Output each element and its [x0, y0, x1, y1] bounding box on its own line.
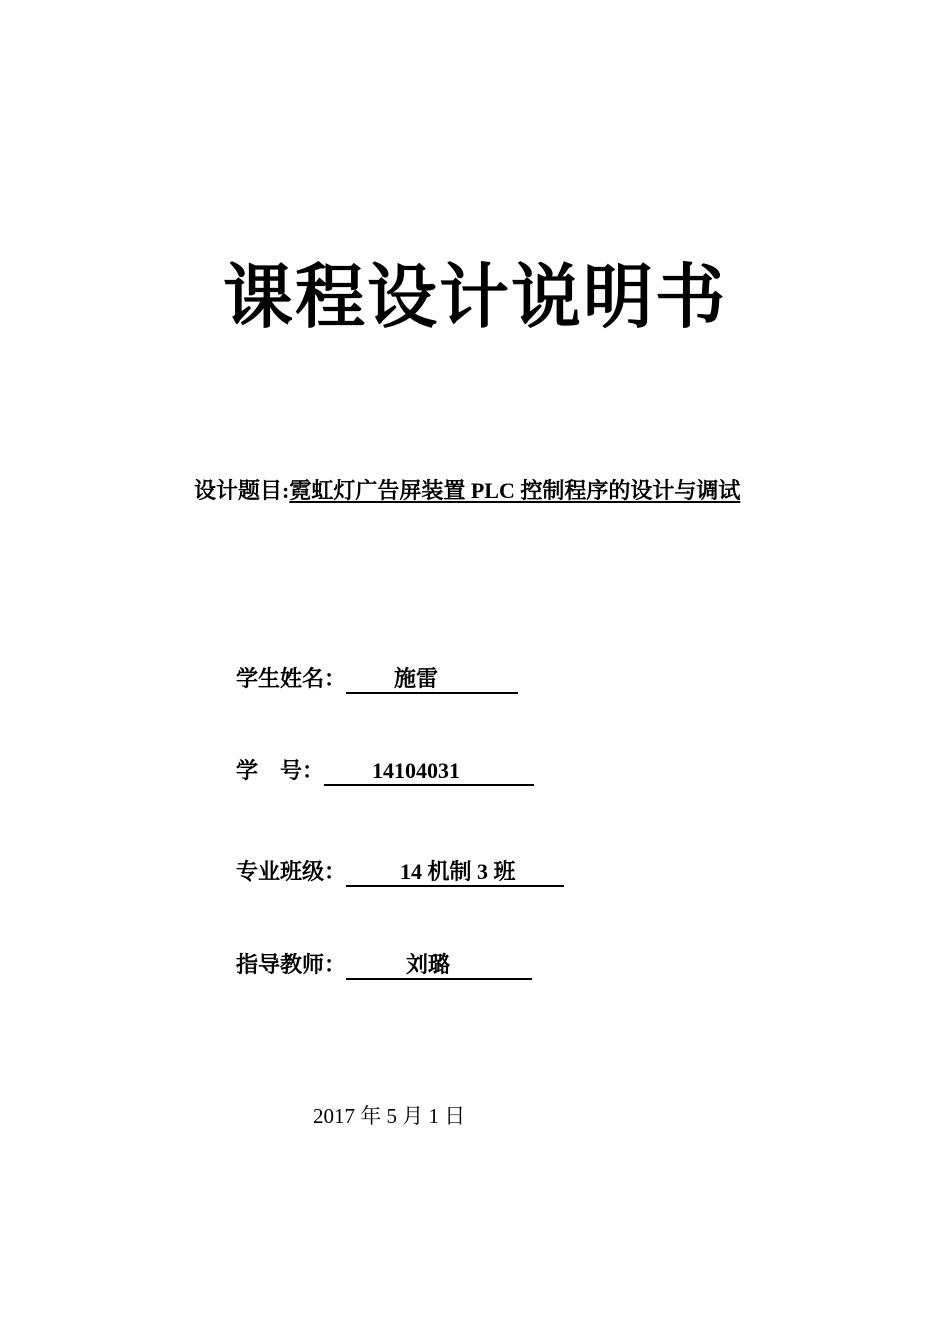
student-id-value: 14104031 [324, 758, 534, 786]
design-topic [194, 476, 740, 506]
advisor-field [236, 950, 532, 980]
major-class-label: 专业班级： [236, 859, 347, 884]
student-id-label: 学 号： [236, 758, 325, 783]
topic-label: 设计题目: [194, 478, 290, 503]
major-class-value: 14 机制 3 班 [346, 859, 564, 887]
document-title: 课程设计说明书 [223, 255, 727, 338]
topic-value: 霓虹灯广告屏装置 PLC 控制程序的设计与调试 [289, 478, 741, 503]
student-name-field [236, 664, 518, 694]
student-name-label: 学生姓名： [236, 666, 347, 691]
major-class-field [236, 857, 564, 887]
advisor-label: 指导教师： [236, 952, 347, 977]
advisor-value: 刘璐 [346, 952, 532, 980]
student-id-field [236, 756, 534, 786]
document-date: 2017 年 5 月 1 日 [313, 1104, 466, 1128]
student-name-value: 施雷 [346, 666, 518, 694]
